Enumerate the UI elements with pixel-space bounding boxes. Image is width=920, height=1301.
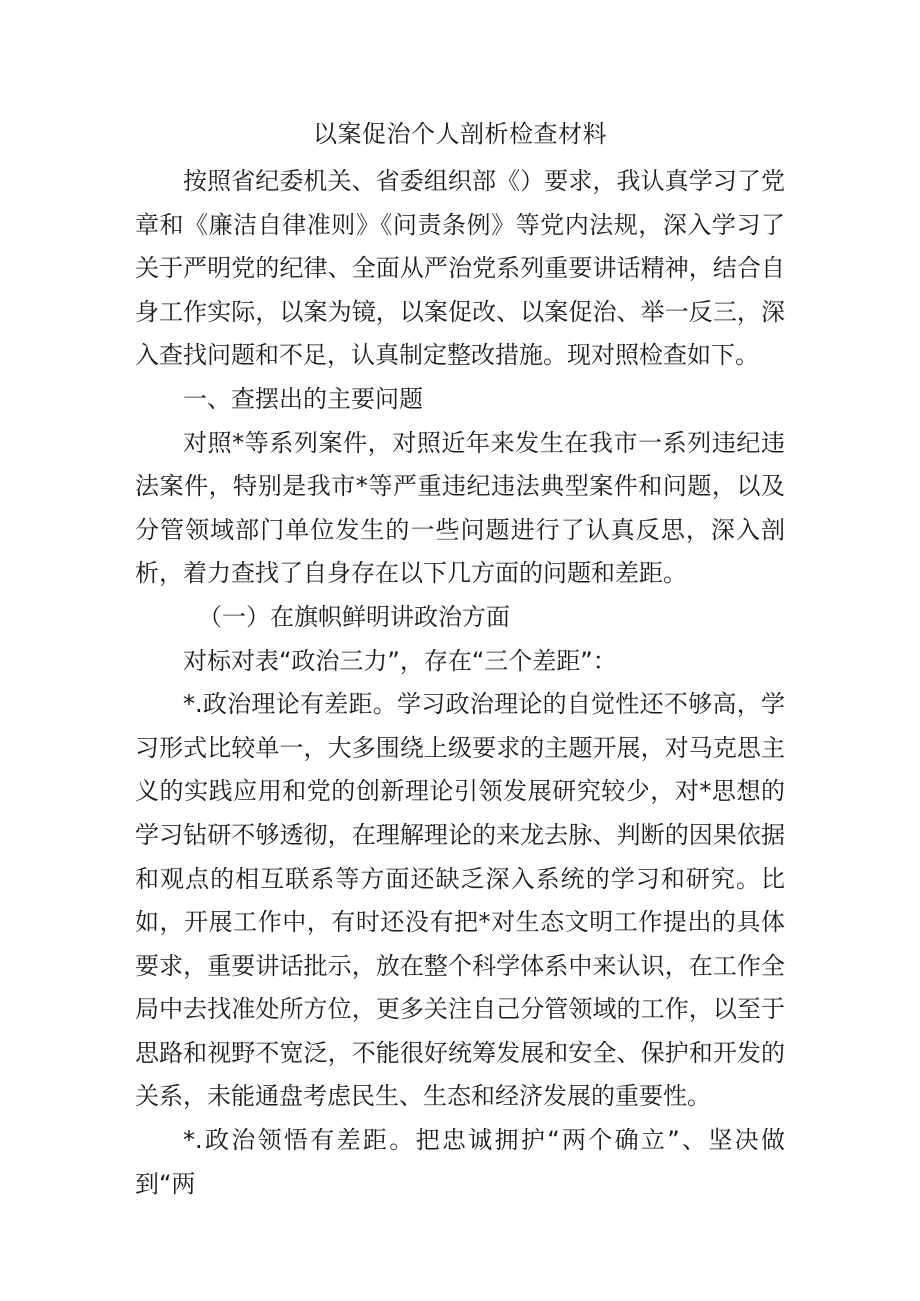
section-heading-1: 一、查摆出的主要问题	[183, 384, 423, 413]
subsection-heading-1: （一）在旗帜鲜明讲政治方面	[198, 602, 510, 631]
document-body	[135, 160, 785, 1206]
document-title: 以案促治个人剖析检查材料	[313, 120, 607, 148]
paragraph-cases: 对照*等系列案件，对照近年来发生在我市一系列违纪违法案件，特别是我市*等严重违纪违法典型案件和问题，以及分管领域部门单位发生的一些问题进行了认真反思，深入剖析，着力查找了自身存在以下几方面的问题和差距。	[135, 428, 785, 588]
paragraph-three-gaps: 对标对表“政治三力”，存在“三个差距”：	[183, 646, 617, 675]
paragraph-comprehension-gap: *.政治领悟有差距。把忠诚拥护“两个确立”、坚决做到“两	[135, 1126, 785, 1198]
paragraph-theory-gap: *.政治理论有差距。学习政治理论的自觉性还不够高，学习形式比较单一，大多围绕上级要求的主题开展，对马克思主义的实践应用和党的创新理论引领发展研究较少，对*思想的学习钻研不够透彻，在理解理论的来龙去脉、判断的因果依据和观点的相互联系等方面还缺乏深入系统的学习和研究。比如，开展工作中，有时还没有把*对生态文明工作提出的具体要求，重要讲话批示，放在整个科学体系中来认识，在工作全局中去找准处所方位，更多关注自己分管领域的工作，以至于思路和视野不宽泛，不能很好统筹发展和安全、保护和开发的关系，未能通盘考虑民生、生态和经济发展的重要性。	[135, 690, 785, 1111]
paragraph-intro: 按照省纪委机关、省委组织部《）要求，我认真学习了党章和《廉洁自律准则》《问责条例》等党内法规，深入学习了关于严明党的纪律、全面从严治党系列重要讲话精神，结合自身工作实际，以案为镜，以案促改、以案促治、举一反三，深入查找问题和不足，认真制定整改措施。现对照检查如下。	[135, 167, 785, 370]
